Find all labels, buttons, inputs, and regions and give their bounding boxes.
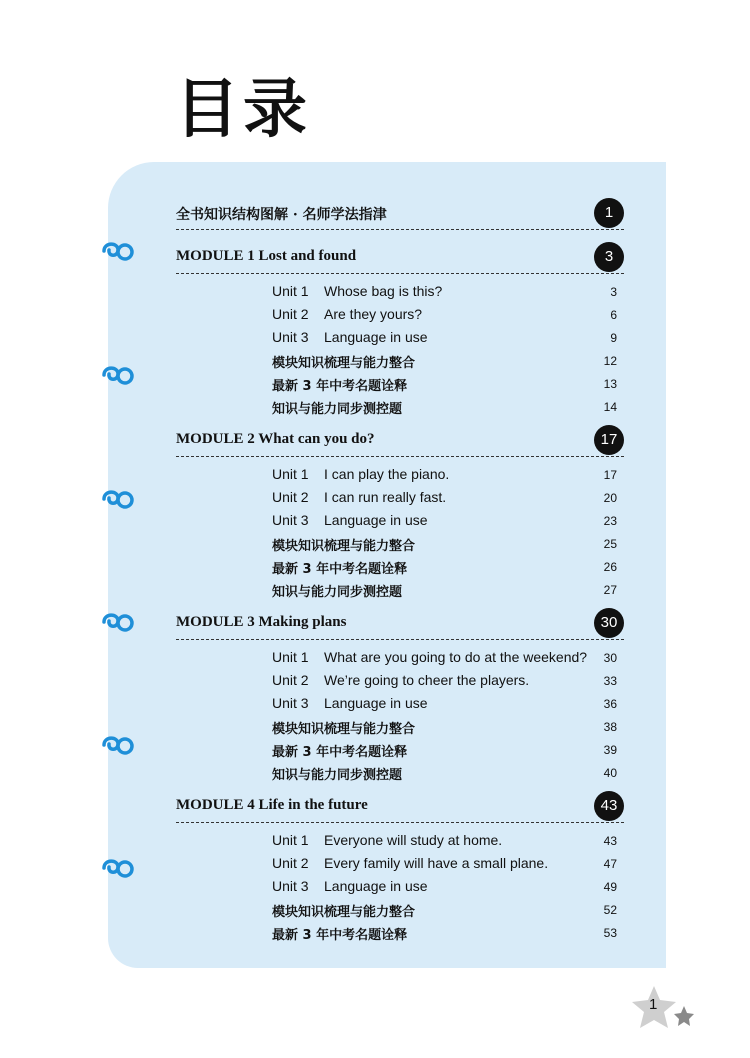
entry-unit: 最新 3 年中考名题诠释 bbox=[272, 562, 408, 577]
entry-unit: Unit 3 bbox=[272, 512, 309, 528]
entry-page: 6 bbox=[610, 308, 617, 322]
entry-unit: Unit 2 bbox=[272, 306, 309, 322]
binder-ring-icon bbox=[100, 240, 134, 262]
entry-page: 27 bbox=[603, 583, 617, 597]
entry-page: 13 bbox=[603, 377, 617, 391]
entry-page: 23 bbox=[603, 514, 617, 528]
binder-ring-icon bbox=[100, 857, 134, 879]
entry-unit: Unit 2 bbox=[272, 489, 309, 505]
toc-entry[interactable] bbox=[272, 649, 617, 669]
binder-ring-icon bbox=[100, 488, 134, 510]
entry-title: What are you going to do at the weekend? bbox=[324, 649, 588, 665]
binder-ring-icon bbox=[100, 611, 134, 633]
toc-entry[interactable] bbox=[272, 352, 617, 372]
toc-entry[interactable] bbox=[272, 672, 617, 692]
module-title: MODULE 3 Making plans bbox=[176, 614, 347, 630]
entry-unit: Unit 1 bbox=[272, 832, 309, 848]
entry-unit: 模块知识梳理与能力整合 bbox=[272, 905, 416, 920]
dashed-divider bbox=[176, 639, 624, 640]
module-header-1[interactable] bbox=[176, 244, 624, 268]
toc-entry[interactable] bbox=[272, 764, 617, 784]
page-number-badge: 30 bbox=[594, 608, 624, 638]
toc-entry[interactable] bbox=[272, 924, 617, 944]
entry-title: Language in use bbox=[324, 512, 428, 528]
toc-entry[interactable] bbox=[272, 466, 617, 486]
toc-entry[interactable] bbox=[272, 535, 617, 555]
page-number-badge: 43 bbox=[594, 791, 624, 821]
entry-title: Language in use bbox=[324, 329, 428, 345]
dashed-divider bbox=[176, 229, 624, 230]
entry-page: 26 bbox=[603, 560, 617, 574]
entry-page: 38 bbox=[603, 720, 617, 734]
entry-unit: 模块知识梳理与能力整合 bbox=[272, 539, 416, 554]
entry-unit: Unit 3 bbox=[272, 329, 309, 345]
entry-page: 52 bbox=[603, 903, 617, 917]
module-header-3[interactable] bbox=[176, 610, 624, 634]
entry-unit: 最新 3 年中考名题诠释 bbox=[272, 745, 408, 760]
entry-page: 14 bbox=[603, 400, 617, 414]
entry-unit: 知识与能力同步测控题 bbox=[272, 768, 403, 783]
toc-entry[interactable] bbox=[272, 329, 617, 349]
entry-page: 25 bbox=[603, 537, 617, 551]
page-number-badge: 1 bbox=[594, 198, 624, 228]
entry-unit: Unit 1 bbox=[272, 466, 309, 482]
entry-page: 47 bbox=[603, 857, 617, 871]
binder-ring-icon bbox=[100, 734, 134, 756]
dashed-divider bbox=[176, 456, 624, 457]
entry-title: Language in use bbox=[324, 878, 428, 894]
entry-page: 30 bbox=[603, 651, 617, 665]
entry-unit: 知识与能力同步测控题 bbox=[272, 402, 403, 417]
star-icon bbox=[626, 984, 696, 1032]
dashed-divider bbox=[176, 822, 624, 823]
module-title: MODULE 1 Lost and found bbox=[176, 248, 357, 264]
page-number-badge: 3 bbox=[594, 242, 624, 272]
binder-ring-icon bbox=[100, 364, 134, 386]
module-title: MODULE 4 Life in the future bbox=[176, 797, 368, 813]
toc-entry[interactable] bbox=[272, 558, 617, 578]
page-title: 目录 bbox=[175, 73, 311, 147]
entry-page: 36 bbox=[603, 697, 617, 711]
entry-unit: 最新 3 年中考名题诠释 bbox=[272, 379, 408, 394]
module-header-2[interactable] bbox=[176, 427, 624, 451]
entry-title: Are they yours? bbox=[324, 306, 423, 322]
entry-title: Everyone will study at home. bbox=[324, 832, 503, 848]
toc-intro-label: 全书知识结构图解 · 名师学法指津 bbox=[176, 207, 387, 223]
entry-page: 49 bbox=[603, 880, 617, 894]
page-number-badge: 17 bbox=[594, 425, 624, 455]
entry-unit: Unit 3 bbox=[272, 878, 309, 894]
entry-unit: Unit 3 bbox=[272, 695, 309, 711]
entry-page: 20 bbox=[603, 491, 617, 505]
toc-entry[interactable] bbox=[272, 855, 617, 875]
toc-entry[interactable] bbox=[272, 489, 617, 509]
toc-entry[interactable] bbox=[272, 398, 617, 418]
entry-page: 43 bbox=[603, 834, 617, 848]
entry-unit: Unit 2 bbox=[272, 855, 309, 871]
module-header-4[interactable] bbox=[176, 793, 624, 817]
toc-entry[interactable] bbox=[272, 581, 617, 601]
entry-page: 9 bbox=[610, 331, 617, 345]
entry-unit: 知识与能力同步测控题 bbox=[272, 585, 403, 600]
toc-entry[interactable] bbox=[272, 878, 617, 898]
entry-title: I can run really fast. bbox=[324, 489, 447, 505]
entry-title: Language in use bbox=[324, 695, 428, 711]
toc-entry[interactable] bbox=[272, 695, 617, 715]
toc-entry[interactable] bbox=[272, 512, 617, 532]
toc-entry[interactable] bbox=[272, 832, 617, 852]
toc-entry[interactable] bbox=[272, 901, 617, 921]
toc-entry[interactable] bbox=[272, 375, 617, 395]
entry-page: 3 bbox=[610, 285, 617, 299]
entry-page: 53 bbox=[603, 926, 617, 940]
entry-unit: Unit 1 bbox=[272, 649, 309, 665]
entry-title: Whose bag is this? bbox=[324, 283, 443, 299]
entry-unit: Unit 1 bbox=[272, 283, 309, 299]
module-title: MODULE 2 What can you do? bbox=[176, 431, 375, 447]
entry-unit: 模块知识梳理与能力整合 bbox=[272, 722, 416, 737]
entry-page: 17 bbox=[603, 468, 617, 482]
entry-page: 40 bbox=[603, 766, 617, 780]
entry-unit: 最新 3 年中考名题诠释 bbox=[272, 928, 408, 943]
toc-entry[interactable] bbox=[272, 741, 617, 761]
entry-title: I can play the piano. bbox=[324, 466, 450, 482]
dashed-divider bbox=[176, 273, 624, 274]
entry-title: Every family will have a small plane. bbox=[324, 855, 549, 871]
toc-entry[interactable] bbox=[272, 283, 617, 303]
toc-entry[interactable] bbox=[272, 306, 617, 326]
entry-unit: 模块知识梳理与能力整合 bbox=[272, 356, 416, 371]
entry-page: 33 bbox=[603, 674, 617, 688]
entry-page: 12 bbox=[603, 354, 617, 368]
toc-entry[interactable] bbox=[272, 718, 617, 738]
toc-intro-row[interactable] bbox=[176, 200, 624, 224]
page-number: 1 bbox=[649, 996, 658, 1013]
entry-unit: Unit 2 bbox=[272, 672, 309, 688]
entry-title: We’re going to cheer the players. bbox=[324, 672, 530, 688]
entry-page: 39 bbox=[603, 743, 617, 757]
